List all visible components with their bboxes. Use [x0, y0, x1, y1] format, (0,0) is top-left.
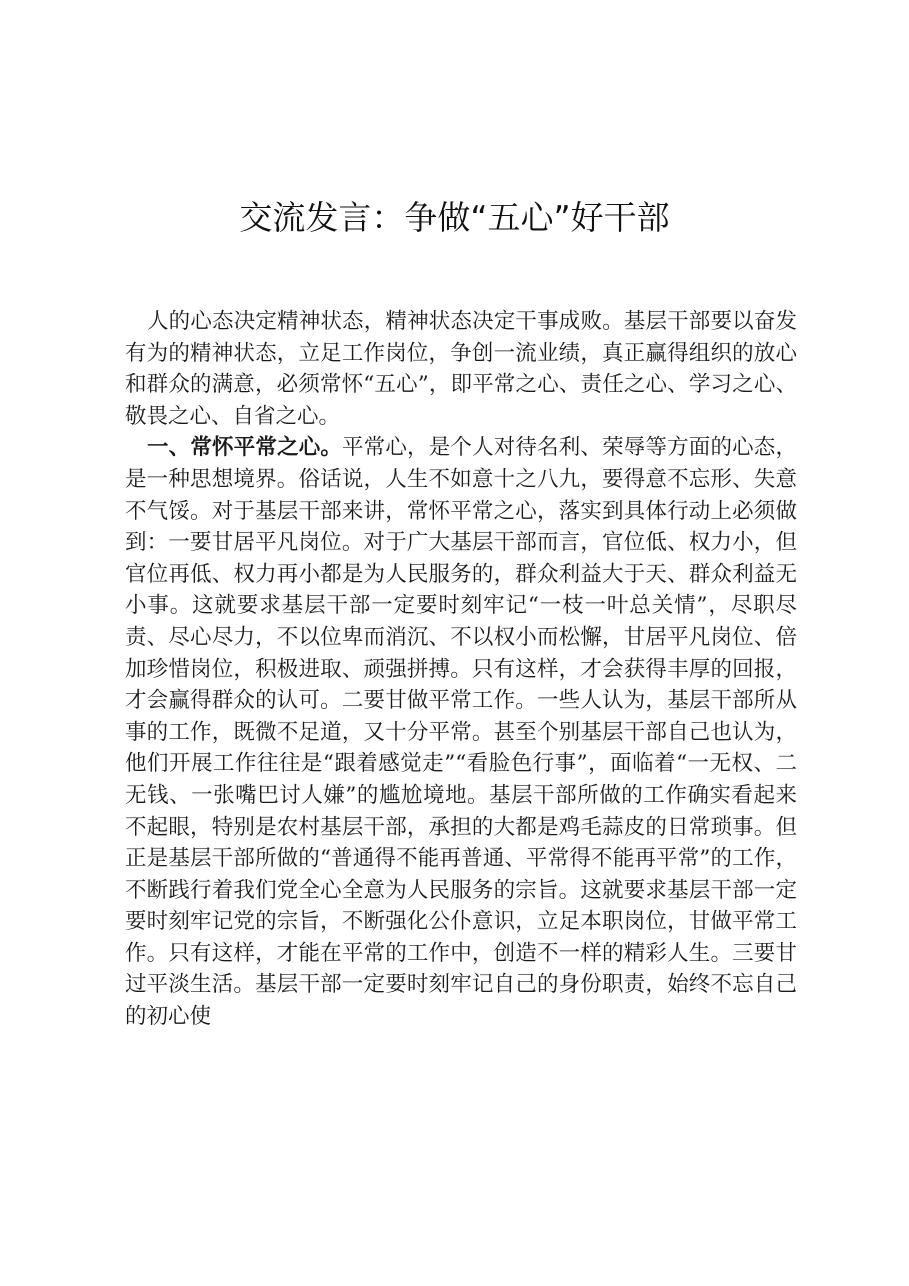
- document-body: [125, 306, 797, 1033]
- section-1-text: 平常心，是个人对待名利、荣辱等方面的心态，是一种思想境界。俗话说，人生不如意十之八九，要得意不忘形、失意不气馁。对于基层干部来讲，常怀平常之心，落实到具体行动上必须做到：一要甘居平凡岗位。对于广大基层干部而言，官位低、权力小，但官位再低、权力再小都是为人民服务的，群众利益大于天、群众利益无小事。这就要求基层干部一定要时刻牢记“一枝一叶总关情”，尽职尽责、尽心尽力，不以位卑而消沉、不以权小而松懈，甘居平凡岗位、倍加珍惜岗位，积极进取、顽强拼搏。只有这样，才会获得丰厚的回报，才会赢得群众的认可。二要甘做平常工作。一些人认为，基层干部所从事的工作，既微不足道，又十分平常。甚至个别基层干部自己也认为，他们开展工作往往是“跟着感觉走”“看脸色行事”，面临着“一无权、二无钱、一张嘴巴讨人嫌”的尴尬境地。基层干部所做的工作确实看起来不起眼，特别是农村基层干部，承担的大都是鸡毛蒜皮的日常琐事。但正是基层干部所做的“普通得不能再普通、平常得不能再平常”的工作，不断践行着我们党全心全意为人民服务的宗旨。这就要求基层干部一定要时刻牢记党的宗旨，不断强化公仆意识，立足本职岗位，甘做平常工作。只有这样，才能在平常的工作中，创造不一样的精彩人生。三要甘过平淡生活。基层干部一定要时刻牢记自己的身份职责，始终不忘自己的初心使: [125, 435, 797, 1030]
- paragraph-intro: [125, 306, 797, 432]
- section-1-heading: 一、常怀平常之心。: [147, 435, 343, 461]
- paragraph-intro-text: 人的心态决定精神状态，精神状态决定干事成败。基层干部要以奋发有为的精神状态，立足工作岗位，争创一流业绩，真正赢得组织的放心和群众的满意，必须常怀“五心”，即平常之心、责任之心、学习之心、敬畏之心、自省之心。: [125, 309, 797, 429]
- paragraph-section-1: [125, 432, 797, 1032]
- document-title: 交流发言：争做“五心”好干部: [239, 198, 670, 237]
